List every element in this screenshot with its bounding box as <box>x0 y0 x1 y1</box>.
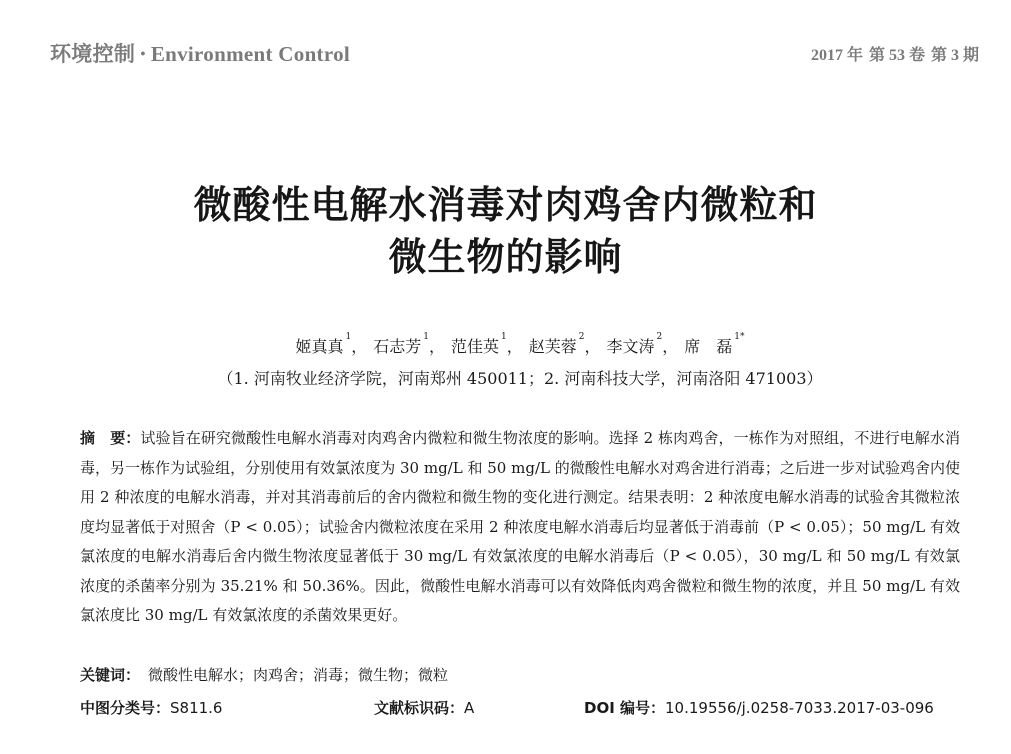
author-name: 席 磊 <box>684 337 733 356</box>
clc-number <box>80 697 222 718</box>
author-affiliation-mark: 1 <box>345 332 352 342</box>
author-affiliation-mark: 2 <box>656 332 663 342</box>
journal-column-cn: 环境控制 <box>50 42 136 66</box>
doccode-label: 文献标识码： <box>374 699 465 717</box>
author-list <box>0 334 1011 357</box>
journal-column-en: Environment Control <box>150 42 351 66</box>
keywords <box>80 664 448 685</box>
author-affiliation-mark: 1* <box>734 332 745 342</box>
doi-value: 10.19556/j.0258-7033.2017-03-096 <box>665 699 934 717</box>
author <box>295 332 352 356</box>
doi-label: DOI 编号： <box>584 699 666 717</box>
issue-year: 2017 年 <box>810 47 863 64</box>
paper-title-line-1: 微酸性电解水消毒对肉鸡舍内微粒和 <box>193 183 818 227</box>
journal-column-header <box>50 38 350 68</box>
author-name: 李文涛 <box>606 337 655 356</box>
doccode-value: A <box>464 699 475 717</box>
affiliation-line: （1. 河南牧业经济学院，河南郑州 450011；2. 河南科技大学，河南洛阳 471003） <box>217 369 823 388</box>
issue-info <box>811 42 979 65</box>
author-affiliation-mark: 1 <box>501 332 507 342</box>
author <box>528 332 585 356</box>
doi <box>584 697 934 718</box>
keywords-label: 关键词： <box>80 666 141 684</box>
document-code <box>374 697 474 718</box>
author-separator: ， <box>428 337 445 356</box>
clc-value: S811.6 <box>170 699 223 717</box>
author-name: 范佳英 <box>450 337 499 356</box>
author <box>450 332 507 356</box>
author-name: 赵芙蓉 <box>528 337 577 356</box>
abstract <box>80 424 960 631</box>
author <box>373 332 429 356</box>
paper-title-line-2: 微生物的影响 <box>388 235 623 279</box>
author-separator: ， <box>351 337 368 356</box>
author-separator: ， <box>662 337 679 356</box>
author-affiliation-mark: 2 <box>578 332 585 342</box>
author-affiliation-mark: 1 <box>423 332 429 342</box>
author-separator: ， <box>506 337 523 356</box>
author <box>606 332 663 356</box>
abstract-text: 试验旨在研究微酸性电解水消毒对肉鸡舍内微粒和微生物浓度的影响。选择 2 栋肉鸡舍，一栋作为对照组，不进行电解水消毒，另一栋作为试验组，分别使用有效氯浓度为 30 mg/L 和 50 mg/L 的微酸性电解水对鸡舍进行消毒；之后进一步对试验鸡舍内使用 2 种浓度的电解水消毒，并对其消毒前后的舍内微粒和微生物的变化进行测定。结果表明：2 种浓度电解水消毒的试验舍其微粒浓度均显著低于对照舍（P < 0.05）；试验舍内微粒浓度在采用 2 种浓度电解水消毒后均显著低于消毒前（P < 0.05）；50 mg/L 有效氯浓度的电解水消毒后舍内微生物浓度显著低于 30 mg/L 有效氯浓度的电解水消毒后（P < 0.05），30 mg/L 和 50 mg/L 有效氯浓度的杀菌率分别为 35.21% 和 50.36%。因此，微酸性电解水消毒可以有效降低肉鸡舍微粒和微生物的浓度，并且 50 mg/L 有效氯浓度比 30 mg/L 有效氯浓度的杀菌效果更好。 <box>80 429 960 624</box>
author <box>684 332 745 356</box>
issue-number: 第 3 期 <box>930 47 979 64</box>
abstract-label: 摘 要： <box>80 429 141 447</box>
clc-label: 中图分类号： <box>80 699 171 717</box>
header-separator: · <box>139 41 147 66</box>
author-separator: ， <box>584 337 601 356</box>
author-name: 石志芳 <box>373 337 422 356</box>
issue-volume: 第 53 卷 <box>868 47 925 64</box>
keywords-text: 微酸性电解水；肉鸡舍；消毒；微生物；微粒 <box>148 666 449 684</box>
author-name: 姬真真 <box>295 337 344 356</box>
